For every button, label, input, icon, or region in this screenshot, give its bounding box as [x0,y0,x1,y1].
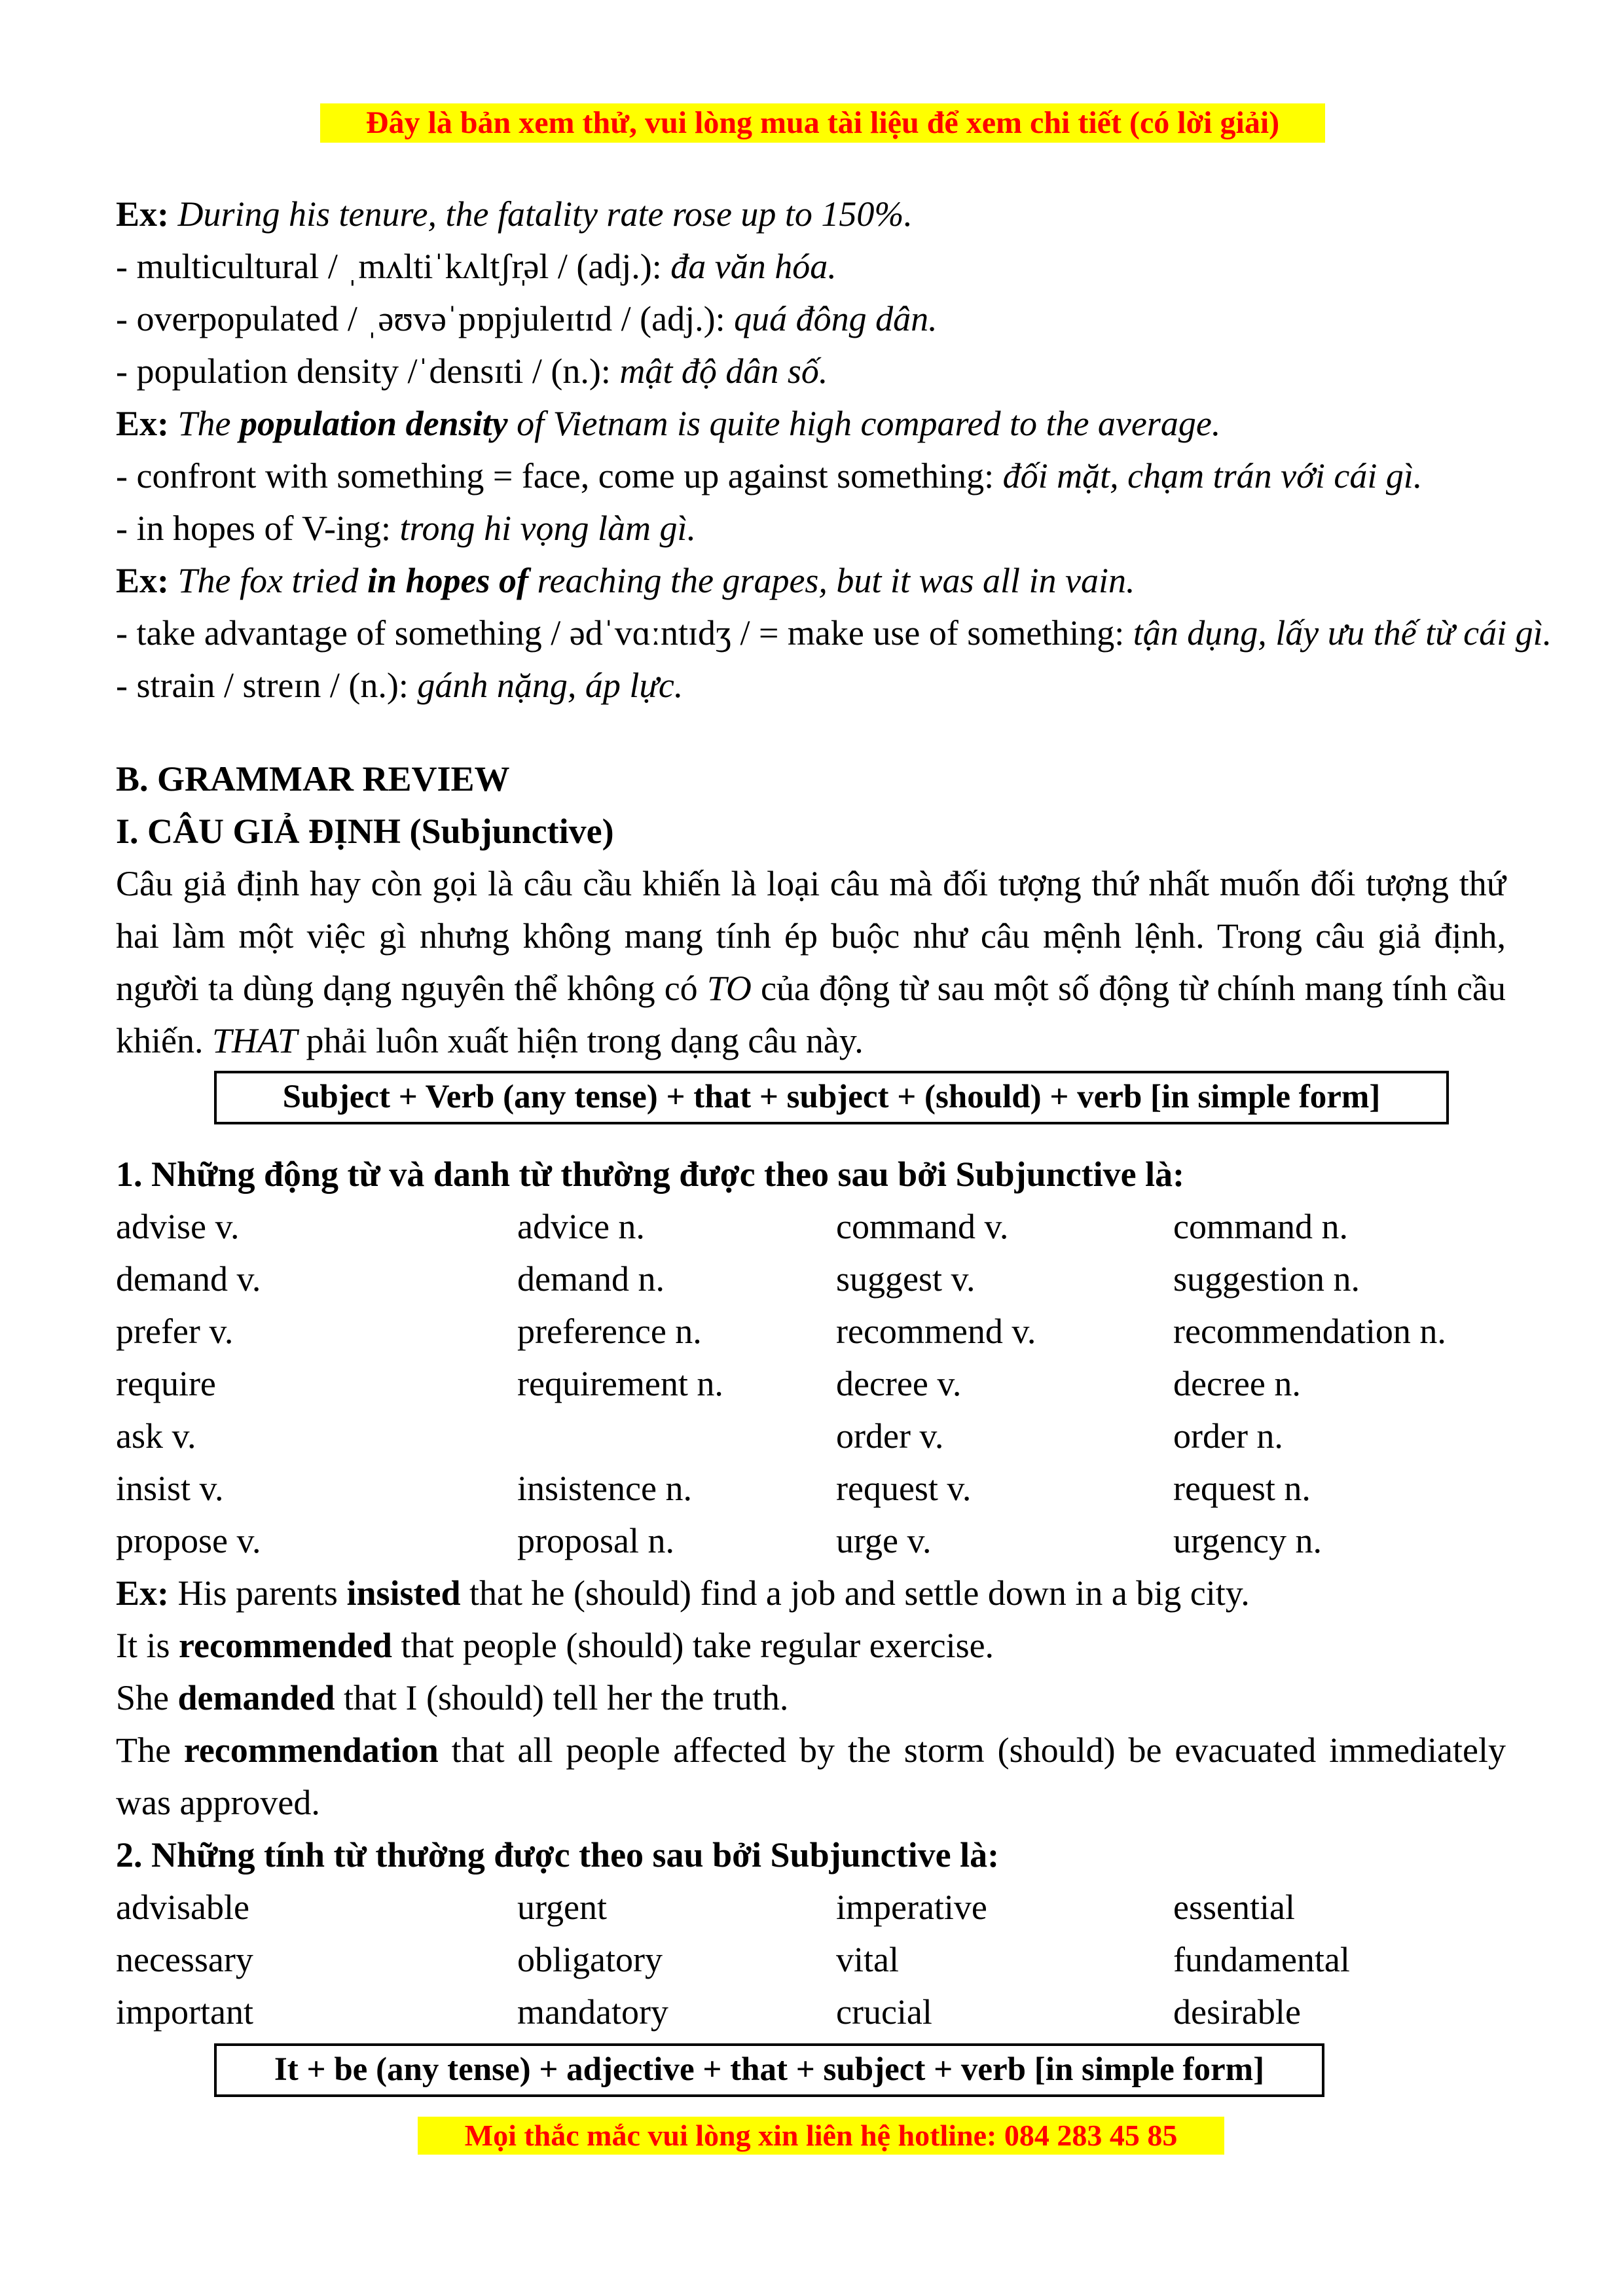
intro-text: Câu giả định hay còn gọi là câu cầu khiến là loại câu mà đối tượng thứ nhất muốn đối tượng thứ hai làm một việc gì nhưng không mang tính ép buộc như câu mệnh lệnh. Trong câu giả định, người ta dùng dạng nguyên thể không có [116,864,1506,1008]
table-cell: decree v. [836,1364,962,1403]
table-cell: requirement n. [517,1364,723,1403]
table-row [116,1462,1506,1515]
table-cell: fundamental [1173,1940,1350,1979]
table-row [116,1986,1506,2038]
vocab-term: - in hopes of V-ing: [116,509,400,548]
table-cell: insist v. [116,1469,224,1508]
preview-banner-text: Đây là bản xem thử, vui lòng mua tài liệu để xem chi tiết (có lời giải) [365,105,1280,140]
example-key-term: demanded [177,1678,335,1717]
intro-text: phải luôn xuất hiện trong dạng câu này. [297,1021,864,1060]
vocab-gloss: đa văn hóa. [670,247,837,286]
example-line-recommended [116,1619,1506,1672]
table-row [116,1200,1506,1253]
vocab-term: - population density /ˈdensɪti / (n.): [116,351,620,391]
intro-text: của động từ sau một số động từ chính mang tính cầu khiến. [116,969,1506,1060]
table-cell: preference n. [517,1312,702,1351]
formula-box-verb [214,1071,1449,1124]
example-line-insisted [116,1567,1506,1619]
table-row [116,1253,1506,1305]
example-line-demanded [116,1672,1506,1724]
table-row [116,1881,1506,1933]
example-text: The [116,1731,184,1770]
table-cell: urgent [517,1888,607,1927]
example-text: His parents [169,1573,347,1613]
vocab-gloss: trong hi vọng làm gì. [399,509,697,548]
vocabulary-list [116,188,1552,711]
subjunctive-examples [116,1567,1506,1829]
table-cell: request v. [836,1469,972,1508]
example-line-tenure [116,188,1506,240]
adjectives-table [116,1881,1506,2038]
table-cell: urge v. [836,1521,932,1560]
table-cell: command n. [1173,1207,1348,1246]
table-cell: vital [836,1940,899,1979]
verbs-nouns-list-title: 1. Những động từ và danh từ thường được theo sau bởi Subjunctive là: [116,1155,1185,1194]
vocab-term: - strain / streɪn / (n.): [116,666,418,705]
table-cell: essential [1173,1888,1295,1927]
subjunctive-subsection-title: I. CÂU GIẢ ĐỊNH (Subjunctive) [116,812,614,851]
table-cell: crucial [836,1992,932,2032]
subjunctive-intro-paragraph [116,857,1506,1067]
table-row [116,1305,1506,1357]
table-cell: advisable [116,1888,249,1927]
example-key-term: population density [240,404,508,443]
table-cell: request n. [1173,1469,1311,1508]
table-row [116,1410,1506,1462]
example-text: of Vietnam is quite high compared to the average. [507,404,1221,443]
example-line-recommendation [116,1724,1506,1829]
vocab-gloss: mật độ dân số. [619,351,828,391]
vocab-line-strain [116,659,1506,711]
hotline-footer-text: Mọi thắc mắc vui lòng xin liên hệ hotline: 084 283 45 85 [464,2119,1178,2152]
vocab-gloss: gánh nặng, áp lực. [417,666,684,705]
table-cell: demand v. [116,1259,261,1299]
preview-banner [320,103,1325,143]
example-label: Ex: [116,404,169,443]
table-cell: recommendation n. [1173,1312,1446,1351]
hotline-footer [418,2117,1224,2155]
formula-box-adjective [214,2043,1324,2097]
example-line-fox [116,554,1506,607]
vocab-line-population-density [116,345,1506,397]
table-row [116,1515,1506,1567]
table-cell: decree n. [1173,1364,1301,1403]
vocab-gloss: đối mặt, chạm trán với cái gì. [1002,456,1423,495]
table-cell: suggest v. [836,1259,976,1299]
example-text: It is [116,1626,179,1665]
example-line-density [116,397,1506,450]
vocab-line-multicultural [116,240,1506,293]
table-cell: command v. [836,1207,1009,1246]
table-cell: insistence n. [517,1469,692,1508]
verbs-nouns-table [116,1200,1506,1567]
intro-keyword-to: TO [706,969,752,1008]
table-cell: demand n. [517,1259,665,1299]
vocab-line-in-hopes [116,502,1506,554]
table-cell: ask v. [116,1416,196,1456]
table-cell: propose v. [116,1521,261,1560]
example-text: reaching the grapes, but it was all in vain. [528,561,1135,600]
example-text: that I (should) tell her the truth. [335,1678,789,1717]
example-label: Ex: [116,194,169,234]
table-cell: order v. [836,1416,944,1456]
example-key-term: recommendation [183,1731,439,1770]
vocab-line-confront [116,450,1506,502]
example-text: During his tenure, the fatality rate rose up to 150%. [169,194,913,234]
table-cell: important [116,1992,253,2032]
vocab-line-overpopulated [116,293,1506,345]
table-cell: recommend v. [836,1312,1036,1351]
table-cell: urgency n. [1173,1521,1322,1560]
example-label: Ex: [116,561,169,600]
example-key-term: recommended [179,1626,392,1665]
example-text: The [169,404,240,443]
example-key-term: insisted [346,1573,461,1613]
example-text: that people (should) take regular exercise. [392,1626,994,1665]
table-cell: proposal n. [517,1521,674,1560]
vocab-term: - confront with something = face, come up against something: [116,456,1003,495]
table-cell: imperative [836,1888,987,1927]
example-text: that all people affected by the storm (should) be evacuated immediately was approved. [116,1731,1506,1822]
table-cell: mandatory [517,1992,668,2032]
table-cell: desirable [1173,1992,1301,2032]
table-row [116,1933,1506,1986]
vocab-line-take-advantage [116,607,1552,659]
grammar-section-title: B. GRAMMAR REVIEW [116,759,510,798]
table-cell: suggestion n. [1173,1259,1360,1299]
table-cell: necessary [116,1940,253,1979]
table-row [116,1357,1506,1410]
vocab-gloss: tận dụng, lấy ưu thế từ cái gì. [1133,613,1552,653]
example-text: She [116,1678,178,1717]
vocab-term: - take advantage of something / ədˈvɑːntɪdʒ / = make use of something: [116,613,1133,653]
vocab-term: - overpopulated / ˌəʊvəˈpɒpjuleɪtɪd / (adj.): [116,299,735,338]
formula-verb-text: Subject + Verb (any tense) + that + subject + (should) + verb [in simple form] [282,1079,1381,1115]
intro-keyword-that: THAT [211,1021,298,1060]
table-cell: advise v. [116,1207,240,1246]
table-cell: advice n. [517,1207,645,1246]
table-cell: order n. [1173,1416,1283,1456]
example-text: that he (should) find a job and settle down in a big city. [460,1573,1250,1613]
table-cell [517,1410,836,1462]
example-text: The fox tried [169,561,367,600]
table-cell: require [116,1364,216,1403]
adjectives-list-title: 2. Những tính từ thường được theo sau bởi Subjunctive là: [116,1835,1000,1874]
table-cell: obligatory [517,1940,663,1979]
vocab-gloss: quá đông dân. [734,299,938,338]
example-label: Ex: [116,1573,169,1613]
formula-adjective-text: It + be (any tense) + adjective + that + subject + verb [in simple form] [274,2051,1265,2088]
vocab-term: - multicultural / ˌmʌltiˈkʌltʃr̩əl / (adj.): [116,247,671,286]
example-key-term: in hopes of [367,561,529,600]
table-cell: prefer v. [116,1312,234,1351]
